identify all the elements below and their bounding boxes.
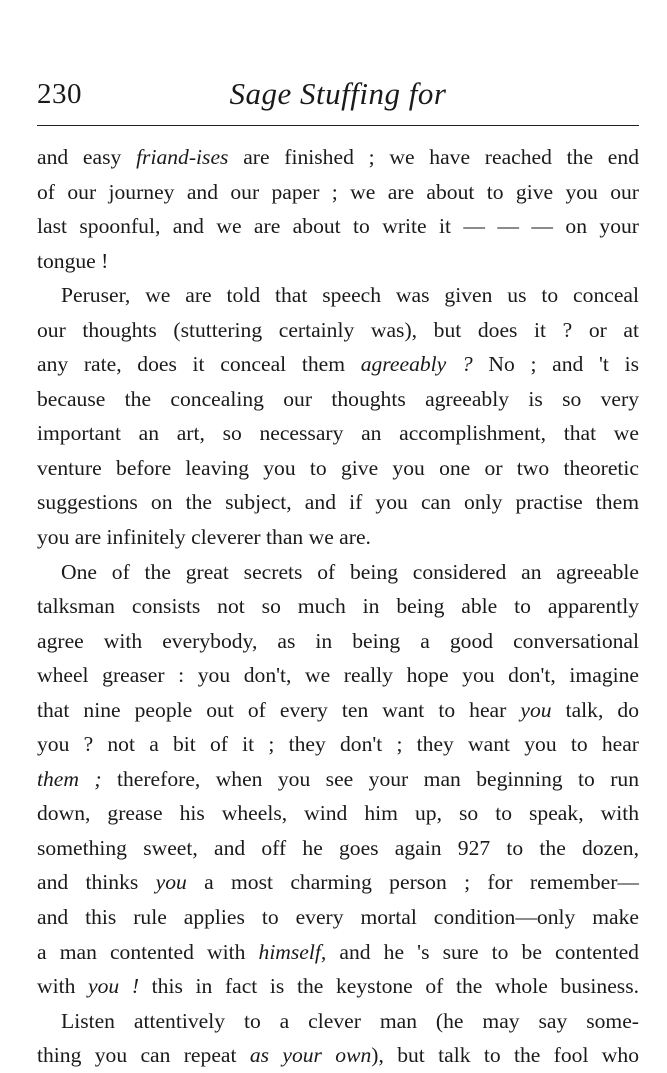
page-header [37,72,639,122]
text-line: last spoonful, and we are about to write it — — — on your [37,214,639,239]
paragraph-start-line: One of the great secrets of being considered an agreeable [61,559,639,584]
text-line: agree with everybody, as in being a good conversational [37,628,639,653]
text-line: suggestions on the subject, and if you can only practise them [37,490,639,515]
text-line: with you ! this in fact is the keystone of the whole business. [37,974,639,999]
text-line: something sweet, and off he goes again 927 to the dozen, [37,835,639,860]
text-line: and easy friand-ises are finished ; we have reached the end [37,145,639,169]
text-line: important an art, so necessary an accomplishment, that we [37,421,639,446]
text-line: them ; therefore, when you see your man beginning to run [37,766,639,791]
text-line: a man contented with himself, and he 's sure to be contented [37,939,639,964]
text-line: down, grease his wheels, wind him up, so to speak, with [37,801,639,826]
paragraph-start-line: Peruser, we are told that speech was given us to conceal [61,283,639,308]
running-head: Sage Stuffing for [229,76,447,111]
text-line: wheel greaser : you don't, we really hope you don't, imagine [37,663,639,688]
text-line: that nine people out of every ten want to hear you talk, do [37,697,639,722]
page-number: 230 [37,78,82,110]
text-line: you ? not a bit of it ; they don't ; they want you to hear [37,732,639,757]
text-line: and thinks you a most charming person ; for remember— [37,870,639,895]
text-line: because the concealing our thoughts agreeably is so very [37,386,639,411]
text-line: our thoughts (stuttering certainly was), but does it ? or at [37,317,639,342]
text-line: of our journey and our paper ; we are about to give you our [37,179,639,204]
paragraph-start-line: Listen attentively to a clever man (he may say some- [61,1008,639,1033]
header-rule [37,125,639,126]
text-line: and this rule applies to every mortal condition—only make [37,905,639,930]
body-text [37,140,639,1073]
text-line: tongue ! [37,248,109,273]
text-line: talksman consists not so much in being able to apparently [37,594,639,619]
text-line: venture before leaving you to give you one or two theoretic [37,455,639,480]
text-line: you are infinitely cleverer than we are. [37,525,371,550]
text-line: any rate, does it conceal them agreeably ? No ; and 't is [37,352,639,377]
text-line: thing you can repeat as your own), but talk to the fool who [37,1043,639,1068]
